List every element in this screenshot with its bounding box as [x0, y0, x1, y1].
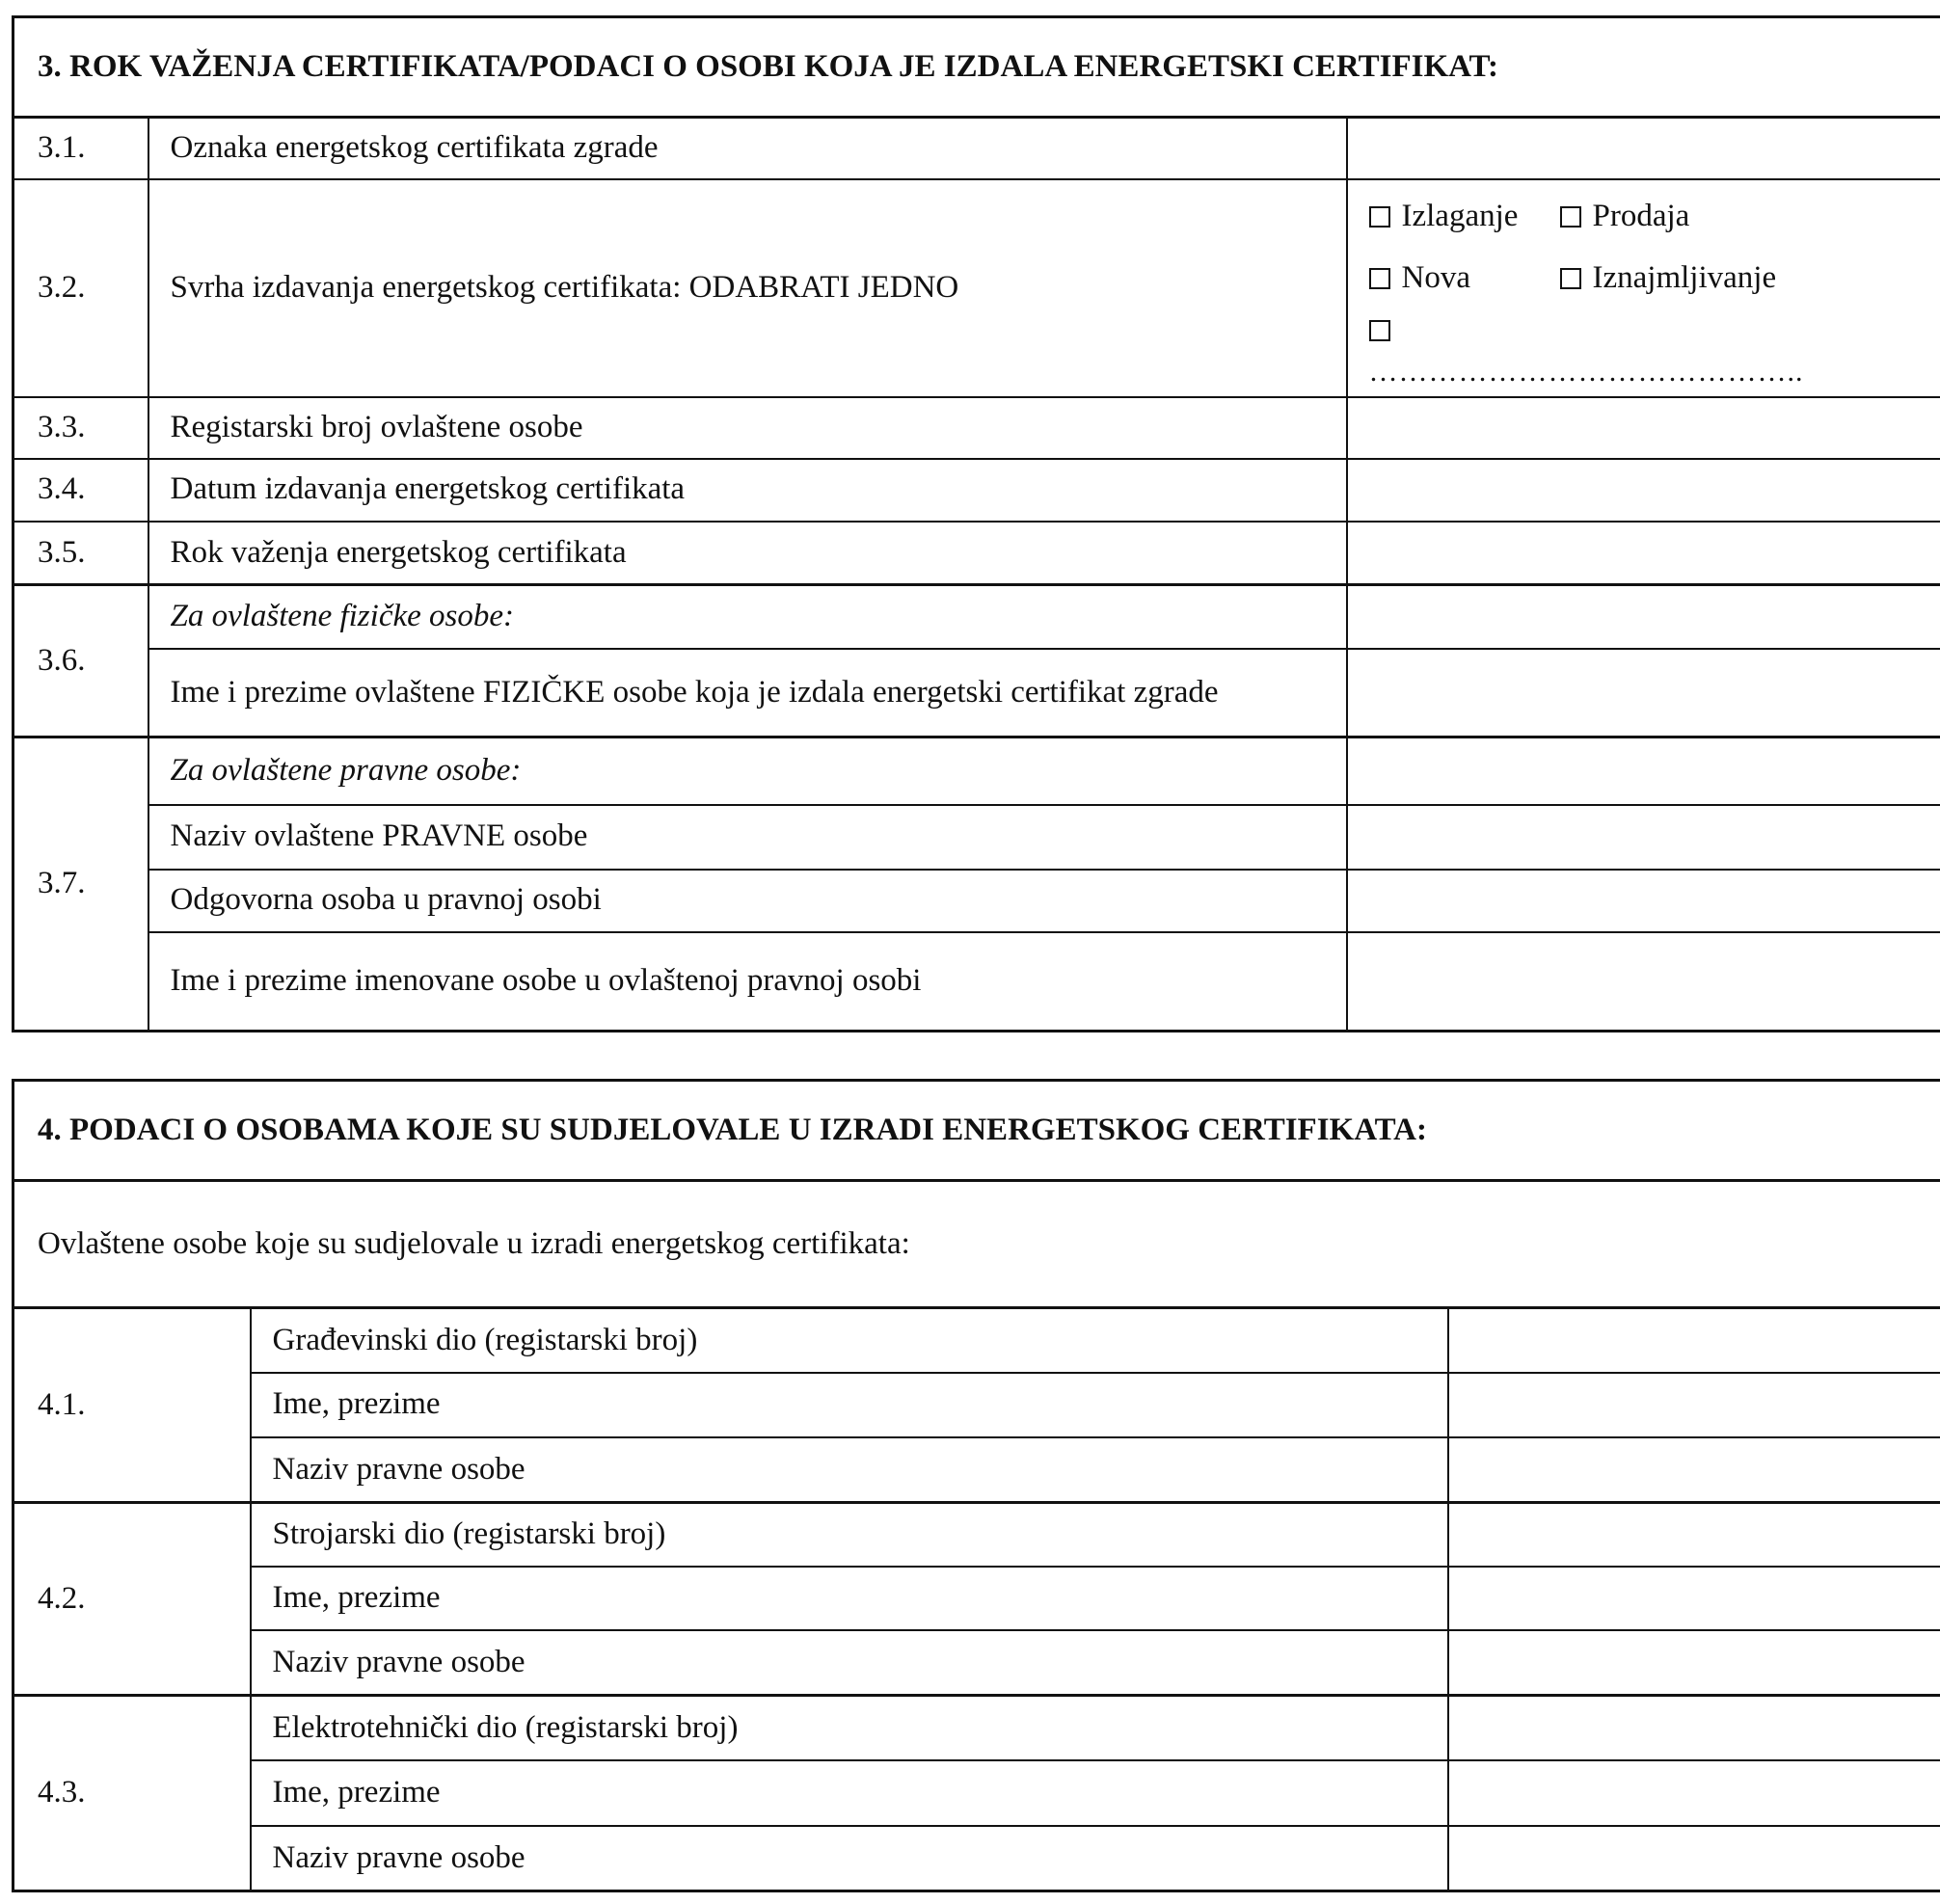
row-number: 4.2. [13, 1503, 251, 1696]
value-cell[interactable] [1448, 1503, 1940, 1567]
row-label: Naziv pravne osobe [251, 1826, 1448, 1891]
value-cell[interactable] [1448, 1567, 1940, 1630]
value-cell[interactable] [1347, 805, 1940, 870]
option-label: Iznajmljivanje [1592, 259, 1777, 295]
value-cell[interactable] [1347, 932, 1940, 1032]
value-cell[interactable] [1347, 459, 1940, 522]
section3-title: 3. ROK VAŽENJA CERTIFIKATA/PODACI O OSOBI KOJA JE IZDALA ENERGETSKI CERTIFIKAT: [13, 17, 1940, 118]
checkbox-icon[interactable] [1369, 206, 1390, 228]
row-number: 3.6. [13, 585, 148, 737]
value-cell[interactable] [1448, 1308, 1940, 1373]
section4-title: 4. PODACI O OSOBAMA KOJE SU SUDJELOVALE U IZRADI ENERGETSKOG CERTIFIKATA: [13, 1081, 1940, 1181]
row-number: 4.1. [13, 1308, 251, 1503]
row-label: Rok važenja energetskog certifikata [148, 522, 1347, 585]
value-cell[interactable] [1347, 649, 1940, 737]
row-label: Odgovorna osoba u pravnoj osobi [148, 870, 1347, 932]
option-iznajmljivanje[interactable] [1560, 258, 1777, 298]
value-cell[interactable] [1347, 870, 1940, 932]
value-cell[interactable] [1347, 737, 1940, 805]
option-nova[interactable] [1369, 258, 1560, 298]
row-label: Strojarski dio (registarski broj) [251, 1503, 1448, 1567]
value-cell[interactable] [1448, 1630, 1940, 1696]
row-number: 4.3. [13, 1696, 251, 1891]
value-cell[interactable] [1448, 1696, 1940, 1760]
subheading: Za ovlaštene fizičke osobe: [148, 585, 1347, 649]
row-label: Oznaka energetskog certifikata zgrade [148, 118, 1347, 179]
value-cell[interactable] [1448, 1437, 1940, 1503]
checkbox-icon[interactable] [1560, 268, 1581, 289]
row-number: 3.1. [13, 118, 148, 179]
row-label: Ime, prezime [251, 1373, 1448, 1437]
value-cell[interactable] [1347, 397, 1940, 459]
row-label: Ime i prezime ovlaštene FIZIČKE osobe koja je izdala energetski certifikat zgrade [148, 649, 1347, 737]
option-label: Nova [1401, 259, 1470, 295]
row-number: 3.2. [13, 179, 148, 397]
value-cell[interactable] [1347, 522, 1940, 585]
section4-table [12, 1079, 1940, 1892]
row-label: Ime, prezime [251, 1760, 1448, 1826]
value-cell[interactable] [1347, 118, 1940, 179]
row-number: 3.3. [13, 397, 148, 459]
value-cell[interactable] [1448, 1373, 1940, 1437]
row-label: Naziv pravne osobe [251, 1630, 1448, 1696]
row-label: Elektrotehnički dio (registarski broj) [251, 1696, 1448, 1760]
option-izlaganje[interactable] [1369, 197, 1560, 236]
row-label: Ime i prezime imenovane osobe u ovlaštenoj pravnoj osobi [148, 932, 1347, 1032]
option-prodaja[interactable] [1560, 197, 1690, 236]
option-label: Izlaganje [1401, 198, 1519, 233]
purpose-options [1347, 179, 1940, 397]
row-label: Građevinski dio (registarski broj) [251, 1308, 1448, 1373]
checkbox-icon[interactable] [1369, 268, 1390, 289]
checkbox-icon[interactable] [1560, 206, 1581, 228]
section4-intro: Ovlaštene osobe koje su sudjelovale u izradi energetskog certifikata: [13, 1181, 1940, 1308]
option-other[interactable] [1369, 320, 1402, 341]
row-label: Naziv ovlaštene PRAVNE osobe [148, 805, 1347, 870]
option-label: Prodaja [1592, 198, 1690, 233]
row-label: Datum izdavanja energetskog certifikata [148, 459, 1347, 522]
row-label: Naziv pravne osobe [251, 1437, 1448, 1503]
other-fill-line[interactable]: …………………………………….. [1368, 355, 1804, 388]
value-cell[interactable] [1448, 1760, 1940, 1826]
row-label: Svrha izdavanja energetskog certifikata: ODABRATI JEDNO [148, 179, 1347, 397]
value-cell[interactable] [1448, 1826, 1940, 1891]
row-label: Ime, prezime [251, 1567, 1448, 1630]
row-number: 3.5. [13, 522, 148, 585]
row-number: 3.7. [13, 737, 148, 1032]
subheading: Za ovlaštene pravne osobe: [148, 737, 1347, 805]
checkbox-icon[interactable] [1369, 320, 1390, 341]
section3-table [12, 15, 1940, 1032]
value-cell[interactable] [1347, 585, 1940, 649]
row-label: Registarski broj ovlaštene osobe [148, 397, 1347, 459]
row-number: 3.4. [13, 459, 148, 522]
